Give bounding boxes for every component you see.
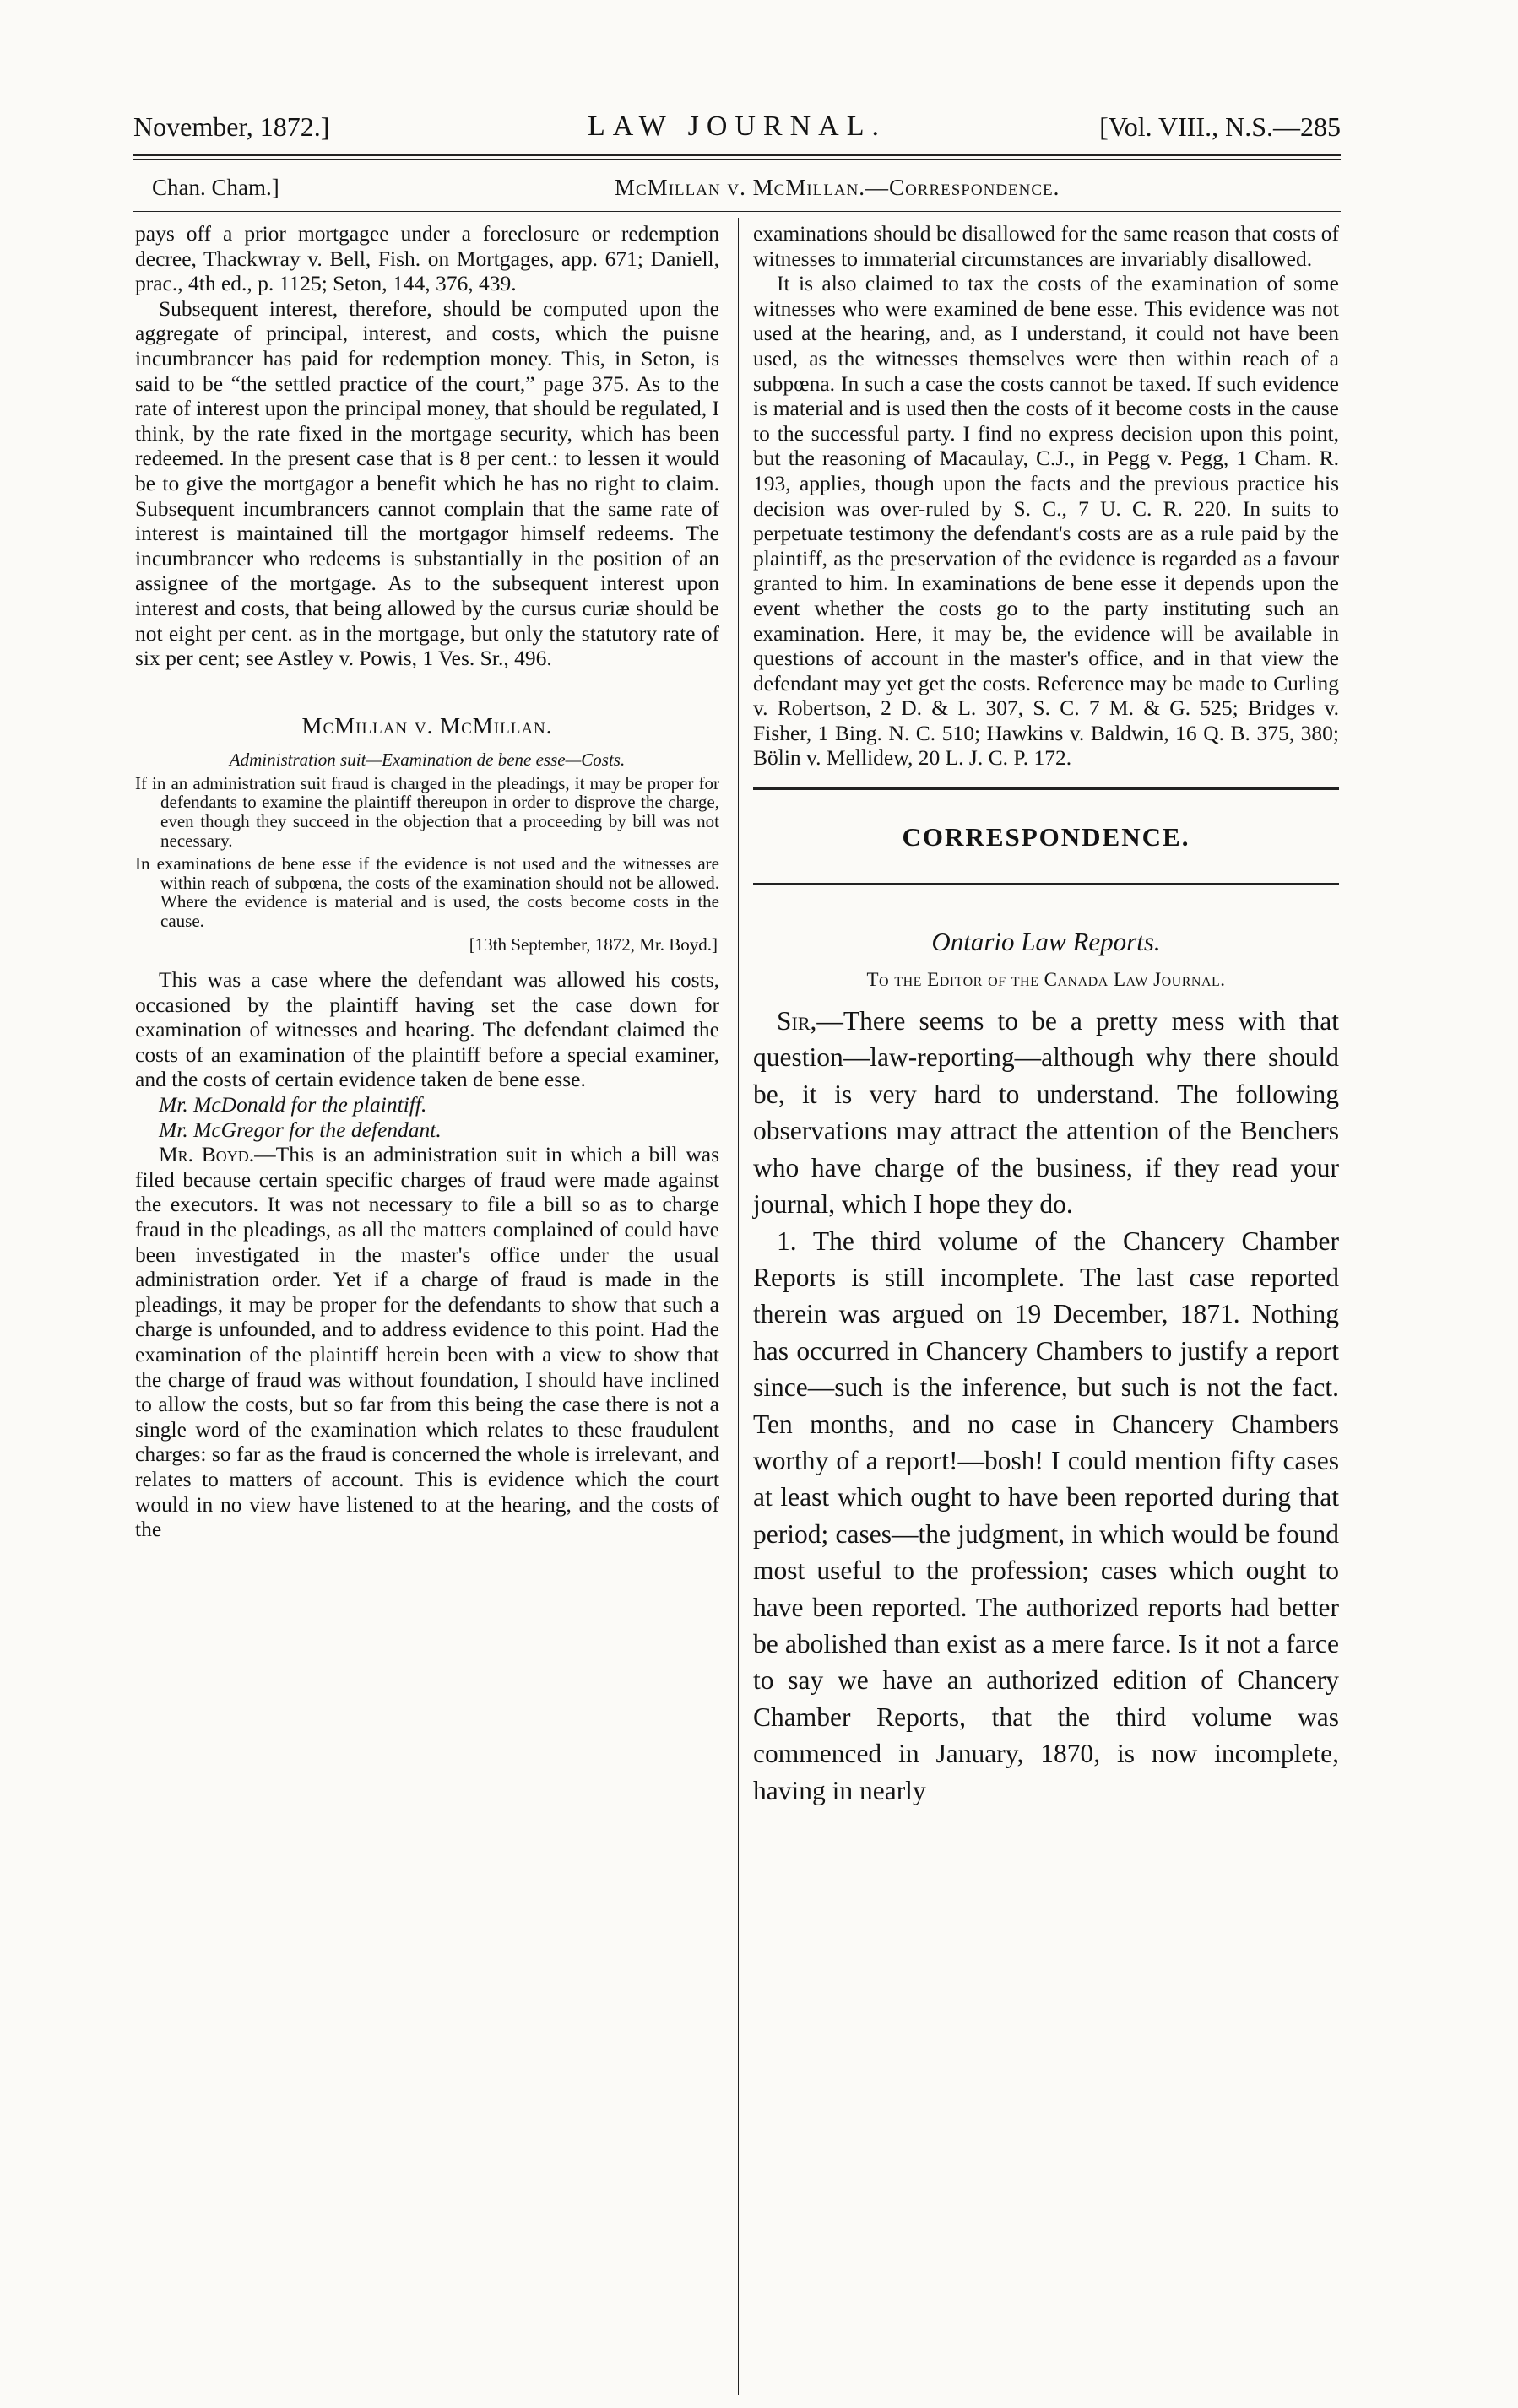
journal-title: LAW JOURNAL.	[588, 111, 886, 142]
paragraph: It is also claimed to tax the costs of the examination of some witnesses who were examined de bene esse. This evidence was not used at the hearing, and, as I understand, it could not have been used, as the witnesses themselves were then within reach of a subpœna. In such a case the costs cannot be taxed. If such evidence is material and is used then the costs of it become costs in the cause to the successful party. I find no express decision upon this point, but the reasoning of Macaulay, C.J., in Pegg v. Pegg, 1 Cham. R. 193, applies, though upon the facts and the previous practice his decision was over-ruled by S. C., 7 U. C. R. 220. In suits to perpetuate testimony the defendant's costs are as a rule paid by the plaintiff, as the preservation of the evidence is regarded as a favour granted to him. In examinations de bene esse it depends upon the event whether the costs go to the party instituting such an examination. Here, it may be, the evidence will be available in questions of account in the master's office, and in that view the defendant may yet get the costs. Reference may be made to Curling v. Robertson, 2 D. & L. 307, S. C. 7 M. & G. 525; Bridges v. Fisher, 1 Bing. N. C. 510; Hawkins v. Baldwin, 16 Q. B. 375, 380; Bölin v. Mellidew, 20 L. J. C. P. 172.	[753, 271, 1339, 771]
letter-text: —There seems to be a pretty mess with that question—law-reporting—although why there should be, it is very hard to understand. The following observations may attract the attention of the Benchers who have charge of the business, if they read your journal, which I hope they do.	[753, 1006, 1339, 1220]
paragraph: Subsequent interest, therefore, should be computed upon the aggregate of principal, interest, and costs, which the puisne incumbrancer has paid for redemption money. This, in Seton, is said to be “the settled practice of the court,” page 375. As to the rate of interest upon the principal money, that should be regulated, I think, by the rate fixed in the mortgage security, which has been redeemed. In the present case that is 8 per cent.: to lessen it would be to give the mortgagor a benefit which he has no right to claim. Subsequent incumbrancers cannot complain that the same rate of interest is maintained till the mortgagor himself redeems. The incumbrancer who redeems is substantially in the position of an assignee of the mortgage. As to the subsequent interest upon interest and costs, that being allowed by the cursus curiæ should be not eight per cent. as in the mortgage, but only the statutory rate of six per cent; see Astley v. Powis, 1 Ves. Sr., 496.	[135, 295, 719, 671]
subheader-rule	[133, 211, 1341, 212]
volume-page: [Vol. VIII., N.S.—285	[1099, 111, 1341, 142]
case-subtitle: Administration suit—Examination de bene esse—Costs.	[229, 749, 626, 770]
section-divider	[753, 787, 1339, 793]
column-divider	[738, 218, 739, 2395]
issue-date: November, 1872.]	[133, 111, 330, 142]
running-head	[133, 106, 1341, 148]
letter-paragraph: 1. The third volume of the Chancery Chamber Reports is still incomplete. The last case reported therein was argued on 19 December, 1871. Nothing has occurred in Chancery Chambers to justify a report since—such is the inference, but such is not the fact. Ten months, and no case in Chancery Chambers worthy of a report!—bosh! I could mention fifty cases at least which ought to have been reported during that period; cases—the judgment, in which would be found most useful to the profession; cases which ought to have been reported. The authorized reports had better be abolished than exist as a mere farce. Is it not a farce to say we have an authorized edition of Chancery Chamber Reports, that the third volume was commenced in January, 1870, is now incomplete, having in nearly	[753, 1226, 1339, 1805]
judgment-text: —This is an administration suit in which a bill was filed because certain specific charges of fraud were made against the executors. It was not necessary to file a bill so as to charge fraud in the pleadings, as all the matters complained of could have been investigated in the master's office under the usual administration order. Yet if a charge of fraud is made in the pleadings, it may be proper for the defendants to show that such a charge is unfounded, and to address evidence to this point. Had the examination of the plaintiff herein been with a view to show that the charge of fraud was without foundation, I should have inclined to allow the costs, but so far from this being the case there is not a single word of the examination which relates to these fraudulent charges: so far as the fraud is concerned the whole is irrelevant, and relates to matters of account. This is evidence which the court would in no view have listened to at the hearing, and the costs of the	[135, 1142, 719, 1542]
counsel-text: Mr. McDonald for the plaintiff.	[159, 1092, 427, 1117]
counsel-text: Mr. McGregor for the defendant.	[159, 1117, 442, 1142]
correspondence-heading: CORRESPONDENCE.	[902, 822, 1190, 852]
letter-title: Ontario Law Reports.	[931, 927, 1161, 957]
divider	[753, 883, 1339, 885]
addressee: To the Editor of the Canada Law Journal.	[866, 969, 1226, 991]
counsel-line	[135, 1092, 719, 1117]
counsel-line	[135, 1117, 719, 1143]
right-column	[753, 221, 1339, 1809]
section-head	[133, 169, 1341, 206]
court-label: Chan. Cham.]	[152, 175, 279, 200]
headnote: In examinations de bene esse if the evidence is not used and the witnesses are within reach of subpœna, the costs of the examination should not be allowed. Where the evidence is material and is used, the costs become costs in the cause.	[135, 852, 719, 932]
header-rule	[133, 154, 1341, 160]
paragraph: examinations should be disallowed for the same reason that costs of witnesses to immaterial circumstances are invariably disallowed.	[753, 221, 1339, 271]
letter-paragraph	[753, 1003, 1339, 1222]
judgment-paragraph	[135, 1142, 719, 1542]
decision-date: [13th September, 1872, Mr. Boyd.]	[469, 934, 718, 955]
paragraph: pays off a prior mortgagee under a foreclosure or redemption decree, Thackwray v. Bell, Fish. on Mortgages, app. 671; Daniell, prac., 4th ed., p. 1125; Seton, 144, 376, 439.	[135, 221, 719, 296]
headnote: If in an administration suit fraud is charged in the pleadings, it may be proper for defendants to examine the plaintiff thereupon in order to disprove the charge, even though they succeed in the objection that a proceeding by bill was not necessary.	[135, 772, 719, 852]
judge-name: Mr. Boyd.	[159, 1142, 255, 1167]
case-title: McMillan v. McMillan.	[301, 712, 553, 739]
left-column	[135, 221, 719, 1542]
paragraph: This was a case where the defendant was allowed his costs, occasioned by the plaintiff having set the case down for examination of witnesses and hearing. The defendant claimed the costs of an examination of the plaintiff before a special examiner, and the costs of certain evidence taken de bene esse.	[135, 967, 719, 1092]
salutation: Sir,	[777, 1006, 817, 1036]
section-title-head: McMillan v. McMillan.—Correspondence.	[615, 175, 1060, 200]
